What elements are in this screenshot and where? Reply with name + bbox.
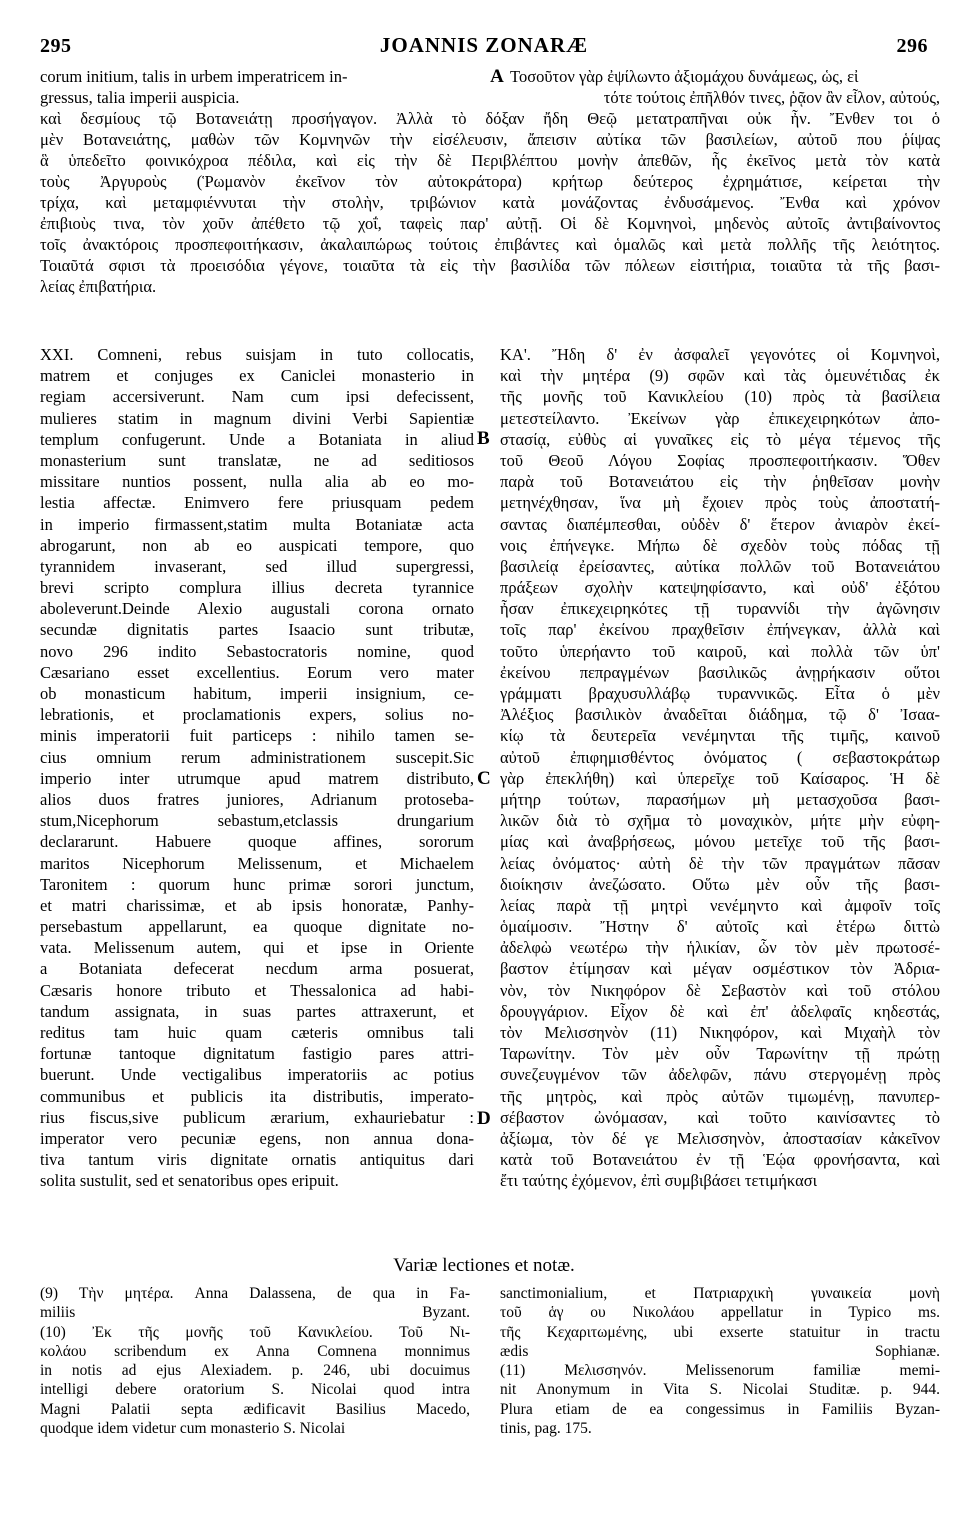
greek-text-line: ἐκείνου πεπραγμένων βασιλικῶς ἀνῃρήκασιν οὕτοι [500,662,940,682]
greek-text-line: τοῖς παρ' ἐκείνου πραχθεῖσιν ἐπήνεγκαν, ἀλλὰ καὶ [500,620,940,640]
greek-text-line: στασίᾳ, εὐθὺς αἱ γυναῖκες εἰς τὸ μέγα τέμενος τῆς [500,429,940,449]
greek-text-line: ὁμαίμοσιν. Ἤστην δ' αὐτοῖς καὶ ἑτέρω διττὼ [500,917,940,937]
latin-text-line: fortunæ tantoque dignitatum fastigio pares attri- [40,1044,474,1064]
latin-text-line: mulieres statim in magnum divini Verbi Sapientiæ [40,408,474,428]
greek-text-line: τοὺς Ἀργυροὺς (Ῥωμανὸν ἐκεῖνον τὸν αὐτοκράτορα) κρήτωρ δεύτερος ἐχρημάτισε, κείρεται τὴν [40,172,940,191]
latin-text-line: a Botaniata defecerat necdum arma posuerat, [40,959,474,979]
greek-text-line: αὐτοῦ ἐπιφημισθέντος ὀνόματος ( σεβαστοκράτωρ [500,747,940,767]
intro-line-1 [40,66,940,87]
latin-text-line: imperio inter utrumque apud matrem distributo, [40,768,474,788]
note-line: sanctimonialium, et Πατριαρχικὴ γυναικεία μονὴ [500,1285,940,1302]
greek-text-line: νὸν, τὸν Νικηφόρον δὲ Σεβαστὸν καὶ τοῦ στόλου [500,980,940,1000]
latin-text-line: minis imperatorii fuit particeps : nihilo tamen se- [40,726,474,746]
greek-text-line: τοῦ Θεοῦ Λόγου Σοφίας προσπεφοιτήκασιν. Ὅθεν [500,450,940,470]
latin-text-line: secundæ dignitatis partes Isaacio sunt tributæ, [40,620,474,640]
latin-text-line: persebastum appellarunt, ea quoque dignitate no- [40,917,474,937]
greek-text-line: βαστον ἐτίμησαν καὶ μέγαν οσμέστικον τὸν Ἀδρια- [500,959,940,979]
greek-column [500,344,940,1192]
note-line: in notis ad ejus Alexiadem. p. 246, ubi docuimus [40,1362,470,1380]
greek-text-line: γὰρ ἐπεκλήθη) καὶ ὑπερεῖχε τοῦ Καίσαρος. Ἡ δὲ [500,768,940,788]
latin-text-line: XXI. Comneni, rebus suisjam in tuto collocatis, [40,345,474,364]
greek-text-line: σαντας διαπέμπεσθαι, οὐδὲν δ' ἕτερον ἀνιαρὸν ἐκεί- [500,514,940,534]
note-line: tinis, pag. 175. [500,1420,592,1438]
greek-text-line: σέβαστον ὠνόμασαν, καὶ τοῦτο καινίσαντες τὸ [500,1107,940,1127]
greek-text-line: λείας ὀνόματος· αὐτὴ δὲ τὴν τῶν πραγμάτων πᾶσαν [500,853,940,873]
greek-text-line: συνεζευγμένον τῶν ἀδελφῶν, πάνυ στεργομένῃ πρὸς [500,1065,940,1085]
greek-text-line: βασιλείᾳ ἐρείσαντες, αὐτίκα πολλῶν τοῦ Βοτανειάτου [500,556,940,576]
greek-text-line: ἐπιβιοὺς τινα, τὸν χοῦν ἀπέθετο τῷ χοΐ, ταφεὶς παρ' αὐτῇ. Οἱ δὲ Κομνηνοὶ, μηδενὸς αὐτοῖς ἀντιβαίνοντος [40,214,940,233]
latin-intro-line: gressus, talia imperii auspicia. [40,88,240,107]
margin-letter-a: A [490,66,504,87]
latin-intro-line: corum initium, talis in urbem imperatricem in- [40,67,348,86]
greek-text-line: τῆς μονῆς τοῦ Κανικλείου (10) πρὸς τὰ βασίλεια [500,387,940,407]
note-line: τῆς Κεχαριτωμένης, ubi exserte statuitur in tractu [500,1323,940,1341]
margin-letter-c: C [477,768,491,789]
latin-text-line: communibus et publicis ita distributis, imperato- [40,1086,474,1106]
greek-text-line: ἃ ὑπεδεῖτο φοινικόχροα πέδιλα, καὶ εἰς τὴν δὲ Περιβλέπτου μονὴν ἀπεθῶν, ἧς ἐκεῖνος μετὰ τὸν κατὰ [40,151,940,170]
latin-text-line: tyrannidem invaserant, sed illud supergressi, [40,556,474,576]
latin-text-line: monasterium sunt translatæ, ne ad seditiosos [40,450,474,470]
note-line: miliis Byzant. [40,1304,470,1322]
margin-letter-d: D [477,1108,491,1129]
greek-text-line: ΚΑ'. Ἤδη δ' ἐν ἀσφαλεῖ γεγονότες οἱ Κομνηνοὶ, [500,345,940,364]
greek-text-line: μετεστείλαντο. Ἐκείνων γὰρ ἐπικεχειρηκότων ἀπο- [500,408,940,428]
latin-text-line: Taronitem : quorum hunc primæ sorori junctum, [40,874,474,894]
latin-text-line: abrogarunt, non ab eo auspicati tempore, quo [40,535,474,555]
latin-text-line: stum,Nicephorum sebastum,etclassis drungarium [40,811,474,831]
latin-text-line: solita sustulit, sed et senatoribus opes eripuit. [40,1171,339,1191]
greek-text-line: τοῦτο ὑπερήαντο τοῦ καιροῦ, καὶ πολλὰ τῶν ὑπ' [500,641,940,661]
greek-text-line: διοίκησιν ἀνεζώσατο. Οὕτω μὲν οὖν τῆς βασι- [500,874,940,894]
greek-intro-line: τότε τούτοις ἐπῆλθόν τινες, ῥᾷον ἂν εἷλον, αὐτούς, [603,88,940,107]
latin-text-line: missitare nuntios possent, nulla alia ab eo mo- [40,472,474,492]
latin-text-line: buerunt. Unde vectigalibus imperatoriis ac potius [40,1065,474,1085]
greek-text-line: νοις ἐπήνεγκε. Μήπω δὲ σχεδὸν τοὺς πόδας τῇ [500,535,940,555]
latin-text-line: declararunt. Habuere quoque affines, sororum [40,832,474,852]
greek-text-line: πράξεων σχολὴν κατεψηφίσαντο, καὶ οὐδ' ἐξότου [500,578,940,598]
latin-text-line: aboleverunt.Deinde Alexio augustali corona ornato [40,599,474,619]
greek-text-line: ἦσαν ἐπικεχειρηκότες τῇ τυραννίδι τὴν ἀγῶνησιν [500,599,940,619]
greek-text-line: μήτηρ τούτων, παρασήμων μὴ μετασχοῦσα βασι- [500,789,940,809]
latin-text-line: rius fiscus,sive publicum ærarium, exhauriebatur : [40,1107,474,1127]
greek-intro-line: Τοσοῦτον γὰρ ἐψίλωντο ἀξιομάχου δυνάμεως, ὡς, εἰ [510,67,859,86]
greek-text-line: ἀξίωμα, τὸν δέ γε Μελισσηνὸν, ἀποστασίαν κἀκεῖνον [500,1128,940,1148]
latin-text-line: novo 296 indito Sebastocratoris nomine, quod [40,641,474,661]
greek-text-line: παρὰ τοῦ Βοτανειάτου εἰς τὴν ῥηθεῖσαν μονὴν [500,472,940,492]
greek-text-line: κίῳ τὰ δευτερεῖα νενέμηνται τῆς τιμῆς, καινοῦ [500,726,940,746]
note-line: (10) Ἐκ τῆς μονῆς τοῦ Κανικλείου. Τοῦ Νι- [40,1323,470,1341]
note-line: nit Anonymum in Vita S. Nicolai Studitæ. p. 944. [500,1381,940,1399]
latin-text-line: et matri charissimæ, et ab ipsis honoratæ, Panhy- [40,895,474,915]
note-line: τοῦ ἁγ ου Νικολάου appellatur in Typico ms. [500,1304,940,1322]
greek-text-line: ἔτι ταύτης ἐχόμενον, ἐπὶ συμβιβάσει τετιμήκασι [500,1171,818,1191]
greek-text-line: καὶ τὴν μητέρα (9) σφῶν καὶ τὰς ὁμευνέτιδας ἐκ [500,366,940,386]
greek-text-line: γράμματι βραχυσυλλάβῳ τυραννικῶς. Εἶτα ὁ μὲν [500,684,940,703]
note-line: ædis Sophianæ. [500,1342,940,1360]
latin-text-line: regiam accersiverunt. Nam cum ipsi defecissent, [40,387,474,407]
greek-text-line: λείας ἐπιβατήρια. [40,277,157,296]
note-line: Plura etiam de ea congessimus in Familiis Byzan- [500,1400,940,1418]
greek-fullwidth-paragraph [40,108,940,297]
greek-text-line: Ταρωνίτην. Τὸν μὲν οὖν Ταρωνίτην τῇ πρώτῃ [500,1044,940,1064]
greek-text-line: τὸν Μελισσηνὸν (11) Νικηφόρον, καὶ Μιχαὴλ τὸν [500,1023,940,1042]
latin-text-line: reditus tam huic quam cæteris omnibus tali [40,1023,474,1042]
greek-text-line: κατὰ τοῦ Βοτανειάτου ἐν τῇ Ἑῴα φρονήσαντα, καὶ [500,1150,940,1170]
running-title: JOANNIS ZONARÆ [379,33,589,57]
latin-text-line: Cæsaris honore tributo et Thessalonica ad habi- [40,980,474,1000]
latin-text-line: tandum assignata, in suas partes attraxerunt, et [40,1001,474,1021]
intro-line-2 [40,87,940,108]
greek-text-line: λείας παρὰ τῇ μητρὶ νενέμηντο καὶ ἀμφοῖν τοῖς [500,895,940,915]
page-number-right: 296 [896,35,928,57]
latin-text-line: vata. Melissenum autem, qui et ipse in Oriente [40,938,474,958]
page-header [40,30,928,58]
latin-text-line: matrem et conjuges ex Caniclei monasterio in [40,366,474,386]
latin-text-line: alios duos fratres juniores, Adrianum protoseba- [40,789,474,809]
latin-text-line: brevi scripto complura illius decreta tyrannice [40,578,474,598]
greek-text-line: μετηνέχθησαν, ἵνα μὴ ἔχοιεν πρὸς τοὺς ἀποστατή- [500,493,940,513]
note-line: quodque idem videtur cum monasterio S. Nicolai [40,1420,346,1438]
note-line: (9) Τὴν μητέρα. Anna Dalassena, de qua in Fa- [40,1285,470,1302]
greek-text-line: τῆς μητρὸς, καὶ πρὸς αὐτῶν τιμωμένῃ, πανυπερ- [500,1086,940,1106]
greek-text-line: λικῶν διὰ τὸ σχῆμα τὸ μοναχικὸν, μήτε μὴν εὐφη- [500,811,940,831]
note-line: intelligi debere oratorium S. Nicolai quod intra [40,1381,470,1399]
intro-block [40,66,940,297]
greek-text-line: καὶ δεσμίους τῷ Βοτανειάτῃ προσήγαγον. Ἀλλὰ τὸ δόξαν ἤδη Θεῷ μετατραπῆναι οὐκ ἦν. Ἔνθεν τοι ὁ [40,109,940,128]
greek-text-line: τοῖς ἀνακτόροις προσπεφοιτήκασιν, ἀκαλαιπώρως τούτοις ἐπιβάντες καὶ ὁμαλῶς καὶ μετὰ πολλῆς τῆς λειότητος. [40,235,940,254]
notes-left-column [40,1284,470,1438]
latin-column [40,344,474,1192]
latin-text-line: Cæsariano esset excellentius. Eorum vero mater [40,662,474,682]
latin-text-line: lebrationis, et proclamationis expers, solius no- [40,705,474,725]
latin-text-line: maritos Nicephorum Melissenum, et Michaelem [40,853,474,873]
greek-text-line: δρουγγάριον. Εἶχον δὲ καὶ ἐπ' ἀδελφαῖς κηδεστάς, [500,1001,940,1021]
note-line: κολάου scribendum ex Anna Comnena monnimus [40,1342,470,1360]
greek-text-line: τρίχα, καὶ μεταμφιέννυται τὴν στολὴν, τριβώνιον κατὰ μονάζοντας ἐνδυσάμενος. Ἔνθα καὶ χρόνον [40,193,940,212]
greek-text-line: Ἀλέξιος βασιλικὸν ἀναδεῖται διάδημα, τῷ δ' Ἰσαα- [500,705,940,725]
notes-right-column [500,1284,940,1438]
greek-text-line: ἀδελφὼ νεωτέρω τὴν ἡλικίαν, ὧν τὸν μὲν πρωτοσέ- [500,938,940,958]
notes-heading: Variæ lectiones et notæ. [393,1255,575,1276]
page-number-left: 295 [40,35,72,57]
latin-text-line: imperator vero pecuniæ egens, non annua dona- [40,1128,474,1148]
latin-text-line: tiva tantum viris dignitate ornatis antiquitus dari [40,1150,474,1170]
latin-text-line: ob monasticum habitum, imperii insignium, ce- [40,684,474,703]
latin-text-line: cius omnium rerum administrationem suscepit.Sic [40,747,474,767]
note-line: (11) Μελισσηνόν. Melissenorum familiæ memi- [500,1362,940,1380]
greek-text-line: μίας καὶ ἀναβρήσεως, μόνου μετεῖχε τοῦ τῆς βασι- [500,832,940,852]
note-line: Magni Palatii septa ædificavit Basilius Macedo, [40,1400,470,1418]
latin-text-line: in imperio firmassent,statim multa Botaniatæ acta [40,514,474,534]
greek-text-line: μὲν Βοτανειάτης, μαθὼν τῶν Κομνηνῶν τὴν εἰσέλευσιν, ἄπεισιν αὐτίκα τῶν βασιλείων, αὐτοῦ που ῥίψας [40,130,940,149]
latin-text-line: lestia affectæ. Enimvero fere priusquam pedem [40,493,474,513]
greek-text-line: Τοιαῦτά σφισι τὰ προεισόδια γέγονε, τοιαῦτα τὰ εἰς τὴν βασιλίδα τῶν πόλεων εἰσιτήρια, τοιαῦτα τὰ τῆς βασι- [40,256,940,275]
margin-letter-b: B [477,428,490,449]
latin-text-line: templum confugerunt. Unde a Botaniata in aliud [40,429,474,449]
